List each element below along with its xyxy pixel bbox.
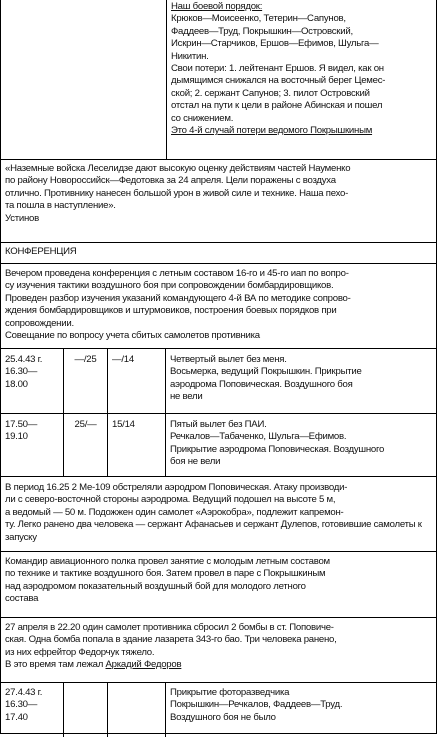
sortie-line: Восьмерка, ведущий Покрышкин. Прикрытие <box>170 366 362 378</box>
conference-title-row <box>1 243 436 264</box>
sortie-description <box>166 349 436 413</box>
battle-order-line: Искрин—Старчиков, Ершов—Ефимов, Шульга— <box>171 38 379 50</box>
sortie-time-start: 17.50— <box>5 419 38 430</box>
sortie-time-start: 16.30— <box>5 366 38 378</box>
conference-body <box>1 264 436 349</box>
sortie-col2 <box>64 349 108 413</box>
bombing-line: из них ефрейтор Федорчук тяжело. <box>5 646 155 658</box>
sortie-line: Покрышкин—Речкалов, Фаддеев—Труд. <box>170 699 343 711</box>
bombing-line: 27 апреля в 22.20 один самолет противника сбросил 2 бомбы в ст. Поповиче- <box>5 622 334 633</box>
training-line: состава <box>5 593 39 605</box>
battle-order-cell <box>167 0 436 159</box>
conference-line: су изучения тактики воздушного боя при сопровождении бомбардировщиков. <box>5 280 334 292</box>
conference-title: КОНФЕРЕНЦИЯ <box>5 246 77 257</box>
sortie-count-45: —/25 <box>74 354 97 365</box>
wingman-loss-note: Это 4-й случай потери ведомого Покрышкиным <box>171 125 373 137</box>
sortie-time-start: 16.30— <box>5 699 38 711</box>
battle-order-line: Крюков—Моисеенко, Тетерин—Сапунов, <box>171 13 346 25</box>
sortie-row-3 <box>1 683 436 737</box>
quote-line: «Наземные войска Леселидзе дают высокую оценку действиям частей Науменко <box>5 163 351 174</box>
bombing-report <box>1 618 436 683</box>
sortie-description <box>166 683 436 737</box>
training-line: над аэродромом показательный воздушный бой для молодого летного <box>5 580 306 592</box>
conference-line: ждения бомбардировщиков и штурмовиков, построения боевых порядков при <box>5 305 337 317</box>
sortie-time-end: 19.10 <box>5 431 28 443</box>
sortie-col2 <box>64 414 108 476</box>
training-line: Командир авиационного полка провел занятие с молодым летным составом <box>5 556 330 567</box>
sortie-line: Прикрытие аэродрома Поповическая. Воздушного <box>170 443 385 455</box>
conference-line: Вечером проведена конференция с летным составом 16-го и 45-го иап по вопро- <box>5 268 349 279</box>
battle-order-line: Фаддеев—Труд, Покрышкин—Островский, <box>171 25 353 37</box>
sortie-time-cell <box>1 349 64 413</box>
sortie-count-16: —/14 <box>112 354 134 365</box>
sortie-line: Прикрытие фоторазведчика <box>170 687 290 698</box>
quote-line: по району Новороссийск—Федотовка за 24 апреля. Цели поражены с воздуха <box>5 175 336 187</box>
sortie-line: боя не вели <box>170 456 221 468</box>
sortie-col2 <box>64 683 108 737</box>
conference-line: сопровождении. <box>5 317 74 329</box>
sortie-date: 27.4.43 г. <box>5 687 43 698</box>
sortie-line: Пятый вылет без ПАИ. <box>170 419 267 430</box>
sortie-line: Воздушного боя не было <box>170 711 276 723</box>
training-line: по технике и тактике воздушного боя. Затем провел в паре с Покрышкиным <box>5 568 326 580</box>
sortie-count-16: 15/14 <box>112 419 135 430</box>
training-report <box>1 552 436 618</box>
sortie-row-1 <box>1 349 436 414</box>
sortie-date: 25.4.43 г. <box>5 354 43 365</box>
sortie-time-cell <box>1 414 64 476</box>
sortie-line: аэродрома Поповическая. Воздушного боя <box>170 378 353 390</box>
airfield-shelling-report <box>1 477 436 552</box>
losses-line: ской; 2. сержант Сапунов; 3. пилот Островский <box>171 87 370 99</box>
ground-forces-quote <box>1 160 436 243</box>
quote-line: отлично. Противнику нанесен большой урон в живой силе и технике. Наша пехо- <box>5 187 349 199</box>
losses-line: отстал на пути к цели в районе Абинская и пошел <box>171 100 383 112</box>
arkady-fedorov-name: Аркадий Федоров <box>105 659 182 671</box>
battle-order-row <box>1 0 436 160</box>
conference-line: Совещание по вопросу учета сбитых самолетов противника <box>5 330 260 342</box>
sortie-description <box>166 414 436 476</box>
conference-line: Проведен разбор изучения указаний командующего 4-й ВА по методике сопрово- <box>5 292 351 304</box>
sortie-count-45: 25/— <box>74 419 97 430</box>
shelling-line: ту. Легко ранено два человека — сержант Афанасьев и сержант Дулепов, готовившие самолеты к запуску <box>5 519 422 543</box>
shelling-line: а ведомый — 50 м. Подожжен один самолет «Аэрокобра», подлежит капремон- <box>5 506 344 518</box>
sortie-time-end: 18.00 <box>5 378 28 390</box>
empty-left-cell <box>1 0 167 159</box>
bombing-last-prefix: В это время там лежал <box>5 659 106 671</box>
sortie-time-cell <box>1 683 64 737</box>
bombing-line: ская. Одна бомба попала в здание лазарета 343-го бао. Три человека ранено, <box>5 634 337 646</box>
bombing-last-line <box>5 659 432 671</box>
losses-line: дымящимся снижался на восточный берег Цемес- <box>171 75 386 87</box>
sortie-line: не вели <box>170 391 203 403</box>
sortie-col3 <box>108 683 166 737</box>
sortie-col3 <box>108 349 166 413</box>
shelling-line: В период 16.25 2 Ме-109 обстреляли аэродром Поповическая. Атаку производи- <box>5 482 348 493</box>
sortie-row-2 <box>1 414 436 477</box>
sortie-time-end: 17.40 <box>5 711 28 723</box>
losses-line: Свои потери: 1. лейтенант Ершов. Я видел, как он <box>171 63 384 75</box>
losses-line: со снижением. <box>171 112 234 124</box>
battle-order-line: Никитин. <box>171 50 209 62</box>
shelling-line: ли с северо-восточной стороны аэродрома. Ведущий подошел на высоте 5 м, <box>5 494 336 506</box>
battle-order-heading: Наш боевой порядок: <box>171 1 263 12</box>
sortie-line: Четвертый вылет без меня. <box>170 354 287 365</box>
quote-signature: Устинов <box>5 212 39 224</box>
sortie-col3 <box>108 414 166 476</box>
sortie-line: Речкалов—Табаченко, Шульга—Ефимов. <box>170 431 347 443</box>
quote-line: та пошла в наступление». <box>5 200 116 212</box>
